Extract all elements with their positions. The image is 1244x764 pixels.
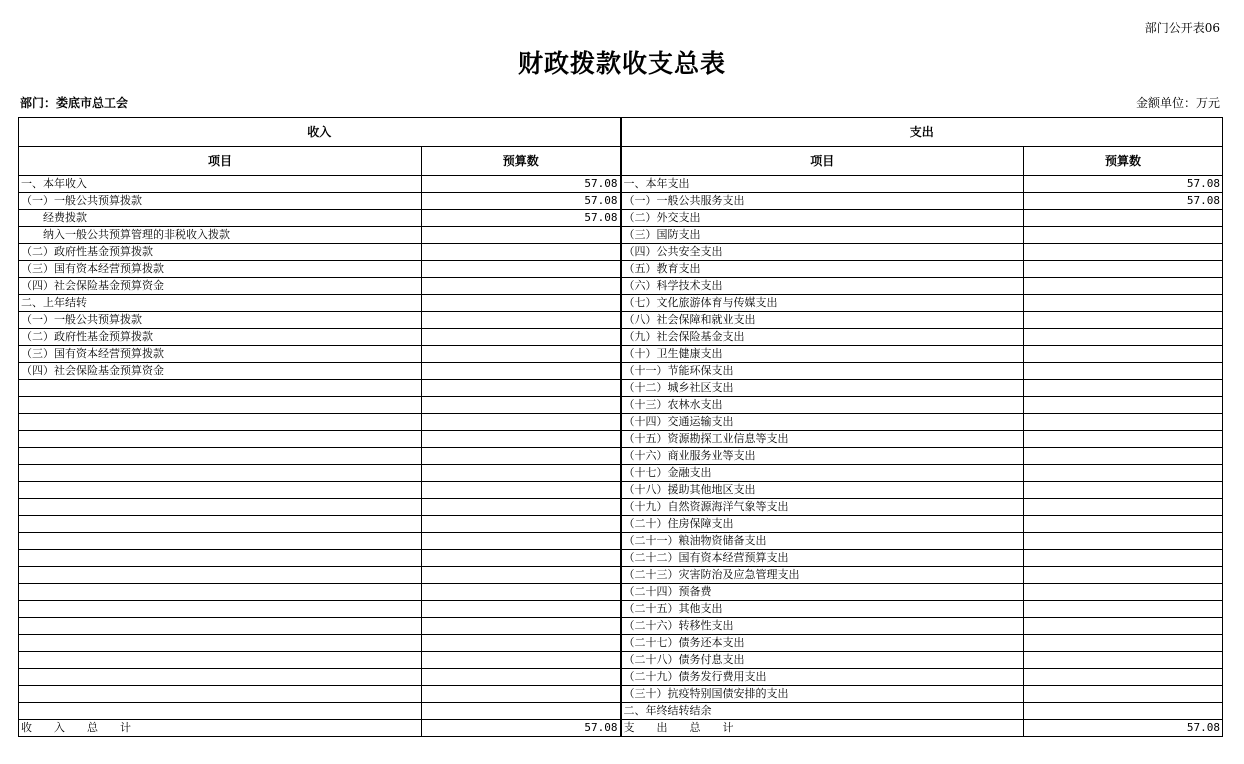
income-value-cell [422,346,621,363]
expense-item-cell: （六）科学技术支出 [621,278,1024,295]
expense-value-cell [1024,550,1223,567]
income-item-cell: （四）社会保险基金预算资金 [19,278,422,295]
expense-item-cell: （一）一般公共服务支出 [621,193,1024,210]
income-item-cell [19,669,422,686]
table-row [19,414,1223,431]
income-value-cell [422,601,621,618]
expense-value-cell [1024,295,1223,312]
income-value-cell [422,652,621,669]
income-value-cell: 57.08 [422,176,621,193]
expense-item-cell: （四）公共安全支出 [621,244,1024,261]
expense-item-cell: （十三）农林水支出 [621,397,1024,414]
expense-item-cell: （十二）城乡社区支出 [621,380,1024,397]
expense-value-cell [1024,244,1223,261]
expense-item-cell: （三）国防支出 [621,227,1024,244]
income-value-cell [422,635,621,652]
income-value-cell [422,261,621,278]
expense-value-cell [1024,346,1223,363]
table-row [19,244,1223,261]
expense-item-cell: （十五）资源勘探工业信息等支出 [621,431,1024,448]
table-row [19,669,1223,686]
income-budget-header: 预算数 [422,147,621,176]
income-item-cell [19,652,422,669]
table-row [19,261,1223,278]
table-body [19,176,1223,720]
table-row [19,567,1223,584]
income-item-cell: 一、本年收入 [19,176,422,193]
table-row [19,635,1223,652]
income-item-cell [19,567,422,584]
table-row [19,278,1223,295]
income-item-cell [19,499,422,516]
income-item-cell: 纳入一般公共预算管理的非税收入拨款 [19,227,422,244]
income-item-cell: 经费拨款 [19,210,422,227]
unit-label: 金额单位：万元 [1135,96,1220,110]
table-column-header [19,147,1223,176]
budget-table [18,117,1223,737]
table-row [19,516,1223,533]
expense-item-cell: （八）社会保障和就业支出 [621,312,1024,329]
expense-value-cell [1024,210,1223,227]
table-row [19,397,1223,414]
department-label: 部门：娄底市总工会 [20,96,129,110]
expense-item-cell: （二十八）债务付息支出 [621,652,1024,669]
expense-item-cell: （二十五）其他支出 [621,601,1024,618]
income-value-cell [422,465,621,482]
expense-value-cell [1024,363,1223,380]
income-item-cell: （三）国有资本经营预算拨款 [19,346,422,363]
expense-item-cell: （二）外交支出 [621,210,1024,227]
income-item-cell: （二）政府性基金预算拨款 [19,244,422,261]
expense-item-cell: （二十）住房保障支出 [621,516,1024,533]
income-item-cell [19,397,422,414]
expense-value-cell [1024,312,1223,329]
table-row [19,346,1223,363]
income-item-cell [19,516,422,533]
expense-item-cell: （二十四）预备费 [621,584,1024,601]
table-row [19,533,1223,550]
income-value-cell [422,397,621,414]
income-item-cell [19,448,422,465]
table-row [19,686,1223,703]
table-row [19,601,1223,618]
expense-item-cell: （十八）援助其他地区支出 [621,482,1024,499]
expense-item-cell: （二十一）粮油物资储备支出 [621,533,1024,550]
expense-item-cell: （十四）交通运输支出 [621,414,1024,431]
income-item-cell [19,380,422,397]
table-row [19,210,1223,227]
expense-value-cell [1024,329,1223,346]
table-row [19,363,1223,380]
income-value-cell [422,533,621,550]
table-number: 部门公开表06 [1144,21,1220,35]
expense-value-cell [1024,516,1223,533]
expense-item-cell: （七）文化旅游体育与传媒支出 [621,295,1024,312]
income-value-cell [422,516,621,533]
income-item-cell: （四）社会保险基金预算资金 [19,363,422,380]
income-item-cell [19,431,422,448]
income-value-cell [422,295,621,312]
expense-value-cell [1024,618,1223,635]
expense-total-value: 57.08 [1024,720,1223,737]
expense-item-cell: （十九）自然资源海洋气象等支出 [621,499,1024,516]
expense-value-cell [1024,465,1223,482]
expense-value-cell [1024,652,1223,669]
table-row [19,380,1223,397]
expense-value-cell [1024,686,1223,703]
expense-value-cell [1024,669,1223,686]
income-value-cell [422,312,621,329]
table-row [19,448,1223,465]
income-item-cell [19,703,422,720]
income-value-cell [422,482,621,499]
income-value-cell [422,618,621,635]
table-row [19,329,1223,346]
expense-value-cell [1024,635,1223,652]
income-value-cell [422,584,621,601]
table-row [19,618,1223,635]
expense-item-cell: 一、本年支出 [621,176,1024,193]
income-item-cell [19,686,422,703]
table-section-header [19,118,1223,147]
expense-item-cell: （十六）商业服务业等支出 [621,448,1024,465]
income-value-cell [422,414,621,431]
expense-item-cell: （二十三）灾害防治及应急管理支出 [621,567,1024,584]
income-value-cell [422,499,621,516]
expense-header: 支出 [621,118,1223,147]
income-value-cell [422,686,621,703]
table-row [19,703,1223,720]
expense-budget-header: 预算数 [1024,147,1223,176]
table-row [19,482,1223,499]
income-value-cell [422,329,621,346]
income-item-cell [19,635,422,652]
income-value-cell [422,669,621,686]
expense-value-cell [1024,482,1223,499]
income-item-cell [19,618,422,635]
table-row [19,652,1223,669]
expense-value-cell [1024,584,1223,601]
total-row [19,720,1223,737]
expense-item-cell: （十七）金融支出 [621,465,1024,482]
expense-value-cell [1024,499,1223,516]
expense-item-cell: （二十二）国有资本经营预算支出 [621,550,1024,567]
income-item-header: 项目 [19,147,422,176]
income-item-cell: （三）国有资本经营预算拨款 [19,261,422,278]
income-item-cell [19,414,422,431]
table-row [19,176,1223,193]
table-row [19,499,1223,516]
expense-item-cell: （二十六）转移性支出 [621,618,1024,635]
income-item-cell: （一）一般公共预算拨款 [19,312,422,329]
expense-item-header: 项目 [621,147,1024,176]
table-row [19,227,1223,244]
expense-item-cell: （三十）抗疫特别国债安排的支出 [621,686,1024,703]
expense-value-cell [1024,261,1223,278]
income-value-cell [422,550,621,567]
expense-item-cell: 二、年终结转结余 [621,703,1024,720]
expense-item-cell: （十）卫生健康支出 [621,346,1024,363]
table-row [19,465,1223,482]
table-row [19,550,1223,567]
income-total-label: 收 入 总 计 [19,720,422,737]
expense-value-cell: 57.08 [1024,193,1223,210]
income-item-cell: 二、上年结转 [19,295,422,312]
table-row [19,193,1223,210]
income-item-cell [19,533,422,550]
expense-value-cell [1024,567,1223,584]
expense-total-label: 支 出 总 计 [621,720,1024,737]
income-item-cell [19,482,422,499]
expense-item-cell: （二十九）债务发行费用支出 [621,669,1024,686]
income-value-cell: 57.08 [422,193,621,210]
expense-item-cell: （五）教育支出 [621,261,1024,278]
expense-value-cell [1024,533,1223,550]
income-item-cell: （二）政府性基金预算拨款 [19,329,422,346]
income-item-cell [19,601,422,618]
expense-value-cell [1024,431,1223,448]
expense-value-cell [1024,227,1223,244]
page-title: 财政拨款收支总表 [517,49,726,78]
expense-value-cell: 57.08 [1024,176,1223,193]
income-item-cell [19,584,422,601]
income-item-cell: （一）一般公共预算拨款 [19,193,422,210]
expense-value-cell [1024,448,1223,465]
income-item-cell [19,465,422,482]
expense-value-cell [1024,380,1223,397]
income-value-cell [422,278,621,295]
income-value-cell [422,431,621,448]
income-value-cell [422,703,621,720]
income-value-cell [422,448,621,465]
expense-value-cell [1024,414,1223,431]
income-value-cell [422,227,621,244]
income-value-cell [422,567,621,584]
income-value-cell [422,363,621,380]
expense-value-cell [1024,601,1223,618]
income-item-cell [19,550,422,567]
expense-value-cell [1024,278,1223,295]
expense-value-cell [1024,703,1223,720]
expense-item-cell: （九）社会保险基金支出 [621,329,1024,346]
income-value-cell [422,380,621,397]
income-total-value: 57.08 [422,720,621,737]
table-row [19,295,1223,312]
table-row [19,584,1223,601]
expense-value-cell [1024,397,1223,414]
income-value-cell: 57.08 [422,210,621,227]
expense-item-cell: （二十七）债务还本支出 [621,635,1024,652]
expense-item-cell: （十一）节能环保支出 [621,363,1024,380]
income-header: 收入 [19,118,621,147]
income-value-cell [422,244,621,261]
table-row [19,431,1223,448]
table-row [19,312,1223,329]
